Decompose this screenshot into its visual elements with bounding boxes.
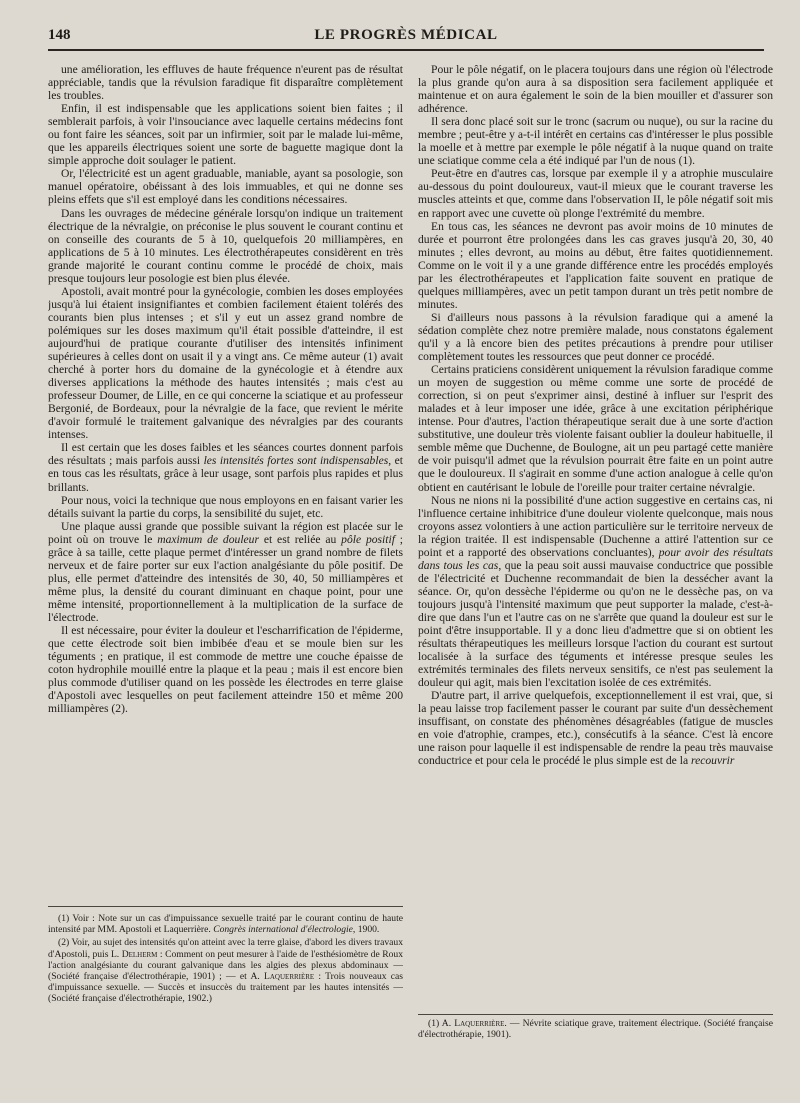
footnotes-right [418, 1018, 773, 1058]
paragraph: Une plaque aussi grande que possible suivant la région est placée sur le point où on trouve le maximum de douleur et est reliée au pôle positif ; grâce à sa taille, cette plaque permet d'intéresser un grand nombre de filets nerveux et de faire porter sur eux l'action analgésiante du pôle positif. De plus, elle permet d'atteindre des intensités de 30, 40, 50 milliampères et même plus, la densité du courant diminuant en chaque point, pour une même intensité, proportionnellement à la multiplication de la surface de l'électrode. [48, 519, 403, 624]
footnote-rule-right [418, 1014, 773, 1015]
running-header [48, 27, 764, 47]
paragraph: Apostoli, avait montré pour la gynécologie, combien les doses employées jusqu'à lui étaient insignifiantes et combien facilement étaient tolérés des courants bien plus intenses ; et s'il y eut un assez grand nombre de polémiques sur les doses maximum qu'il était possible d'atteindre, il est aujourd'hui de pratique courante d'utiliser des intensités infiniment supérieures à celles dont on usait il y a vingt ans. Ce même auteur (1) avait cherché à porter hors du domaine de la gynécologie et à étendre aux diverses applications la méthode des hautes intensités ; mais c'est au professeur Doumer, de Lille, en ce qui concerne la sciatique et au professeur Bergonié, de Bordeaux, pour la névralgie de la face, que revient le mérite d'avoir formulé le traitement galvanique des névralgies par des courants intenses. [48, 284, 403, 442]
paragraph: Dans les ouvrages de médecine générale lorsqu'on indique un traitement électrique de la névralgie, on préconise le plus souvent le courant continu et on conseille des courants de 5 à 10, quelquefois 20 milliampères, en applications de 5 à 10 minutes. Les électrothérapeutes considèrent en très grande majorité le courant continu comme le procédé de choix, mais presque toujours leur posologie est bien plus élevée. [48, 206, 403, 285]
footnote: (1) Voir : Note sur un cas d'impuissance sexuelle traité par le courant continu de haute intensité par MM. Apostoli et Laquerrière. Congrès international d'électrologie, 1900. [48, 913, 403, 936]
paragraph: une amélioration, les effluves de haute fréquence n'eurent pas de résultat appréciable, tandis que la révulsion faradique fit disparaître complètement les troubles. [48, 63, 403, 103]
paragraph: Il est certain que les doses faibles et les séances courtes donnent parfois des résultats ; mais parfois aussi les intensités fortes sont indispensables, et en tous cas les résultats, grâce à leur usage, sont parfois plus rapides et plus brillants. [48, 441, 403, 494]
footnote: (2) Voir, au sujet des intensités qu'on atteint avec la terre glaise, d'abord les divers travaux d'Apostoli, puis L. Delherm : Comment on peut mesurer à l'aide de l'esthésiomètre de Roux l'action analgésiante du courant galvanique dans les algies des plexus abdominaux — (Société française d'électrothérapie, 1901) ; — et A. Laquerrière : Trois nouveaux cas d'impuissance sexuelle. — Succès et insuccès du traitement par les hautes intensités — (Société française d'électrothérapie, 1902.) [48, 937, 403, 1005]
header-rule [48, 49, 764, 51]
paragraph: Certains praticiens considèrent uniquement la révulsion faradique comme un moyen de suggestion ou même comme une sorte de procédé de correction, si on peut s'exprimer ainsi, destiné à influer sur l'esprit des malades et à leur imposer une idée, grâce à une excitation périphérique intense. Pour d'autres, l'action thérapeutique serait due à une sorte d'action substitutive, une douleur très violente faisant oublier la douleur habituelle, il semble même que Duchenne, de Boulogne, ait un peu partagé cette manière de voir puisqu'il admet que la révulsion pourrait être faite en un point autre que le douloureux. Il s'agirait en somme d'une action analogue à celle qu'on obtient en cautérisant le lobule de l'oreille pour traiter certaine névralgie. [418, 363, 773, 494]
paragraph: Il sera donc placé soit sur le tronc (sacrum ou nuque), ou sur la racine du membre ; peut-être y a-t-il intérêt en certains cas d'intéresser le plus possible la moelle et à mettre par exemple le pôle négatif à la nuque quand on traite une sciatique comme cela a été indiqué par l'un de nous (1). [418, 115, 773, 168]
footnote: (1) A. Laquerrière. — Névrite sciatique grave, traitement électrique. (Société française d'électrothérapie, 1901). [418, 1018, 773, 1041]
paragraph: Pour le pôle négatif, on le placera toujours dans une région où l'électrode la plus grande qu'on aura à sa disposition sera facilement appliquée et maintenue et on aura également le soin de la bien mouiller et d'assurer son adhérence. [418, 63, 773, 116]
page-number: 148 [48, 27, 71, 43]
footnotes-left [48, 913, 403, 1045]
paragraph: Pour nous, voici la technique que nous employons en en faisant varier les détails suivant la partie du corps, la sensibilité du sujet, etc. [48, 493, 403, 520]
left-column [48, 63, 403, 901]
paragraph: Nous ne nions ni la possibilité d'une action suggestive en certains cas, ni l'influence certaine inhibitrice d'une douleur violente quelconque, mais nous croyons assez volontiers à une action particulière sur le territoire nerveux de la région traitée. Il est indispensable (Duchenne a attiré l'attention sur ce point et a rapporté des observations concluantes), pour avoir des résultats dans tous les cas, que la peau soit aussi mauvaise conductrice que possible de l'électricité et Duchenne recommandait de bien la dessécher avant la séance. Or, qu'on dessèche l'épiderme ou qu'on ne le dessèche pas, on va toujours jusqu'à l'intensité maximum que peut supporter la malade, c'est-à-dire que dans l'un et l'autre cas on ne s'arrête que quand la douleur est sur le point d'être insupportable. Il y a donc lieu d'admettre que si on obtient les résultats thérapeutiques les meilleurs lorsque l'action du courant est surtout localisée à la surface des téguments et intéresse presque seules les extrémités terminales des filets nerveux sensitifs, ce n'est pas seulement la douleur qui agit, mais bien l'excitation isolée de ces extrémités. [418, 493, 773, 690]
paragraph: Or, l'électricité est un agent graduable, maniable, ayant sa posologie, son manuel opératoire, obéissant à des lois immuables, et qui ne donne ses pleins effets que s'il est employé dans les conditions nécessaires. [48, 167, 403, 207]
paragraph: En tous cas, les séances ne devront pas avoir moins de 10 minutes de durée et pourront être prolongées dans les cas graves jusqu'à 20, 30, 40 minutes ; elles devront, au moins au début, être faites quotidiennement. Comme on le voit il y a une grande différence entre les procédés employés par les électrothérapeutes et l'application faite souvent en pratique de quelques milliampères, avec un petit tampon durant un très petit nombre de minutes. [418, 219, 773, 311]
footnote-rule-left [48, 906, 403, 907]
paragraph: Si d'ailleurs nous passons à la révulsion faradique qui a amené la sédation complète chez notre première malade, nous constatons également qu'il y a là encore bien des petites précautions à prendre pour utiliser complètement toutes les ressources que peut donner ce procédé. [418, 310, 773, 364]
journal-title: LE PROGRÈS MÉDICAL [314, 27, 498, 43]
paragraph: Enfin, il est indispensable que les applications soient bien faites ; il semblerait parfois, à voir l'insouciance avec laquelle certains médecins font ou font faire les séances, soit par un infirmier, soit par le malade lui-même, que les appareils électriques soient une sorte de baguette magique dont la simple approche doit soulager le patient. [48, 102, 403, 168]
right-column [418, 63, 773, 1010]
paragraph: Il est nécessaire, pour éviter la douleur et l'escharrification de l'épiderme, que cette électrode soit bien imbibée d'eau et se moule bien sur les téguments ; en pratique, il est commode de mettre une couche épaisse de coton hydrophile mouillé entre la plaque et la peau ; mais il est encore bien plus commode d'utiliser quand on les possède les électrodes en terre glaise d'Apostoli avec lesquelles on peut facilement atteindre 150 et même 200 milliampères (2). [48, 624, 403, 716]
paragraph: D'autre part, il arrive quelquefois, exceptionnellement il est vrai, que, si la peau laisse trop facilement passer le courant par suite d'un dessèchement insuffisant, on constate des phénomènes désagréables (fatigue de muscles en voie d'atrophie, crampes, etc.), consécutifs à la séance. C'est là encore une raison pour laquelle il est indispensable de rendre la peau très mauvaise conductrice et pour cela le procédé le plus simple est de la recouvrir [418, 689, 773, 768]
paragraph: Peut-être en d'autres cas, lorsque par exemple il y a atrophie musculaire au-dessous du point douloureux, vaut-il mieux que le courant traverse les muscles atteints et que, comme dans l'observation II, le pôle négatif soit mis en rapport avec une cuvette où plonge l'extrémité du membre. [418, 167, 773, 220]
